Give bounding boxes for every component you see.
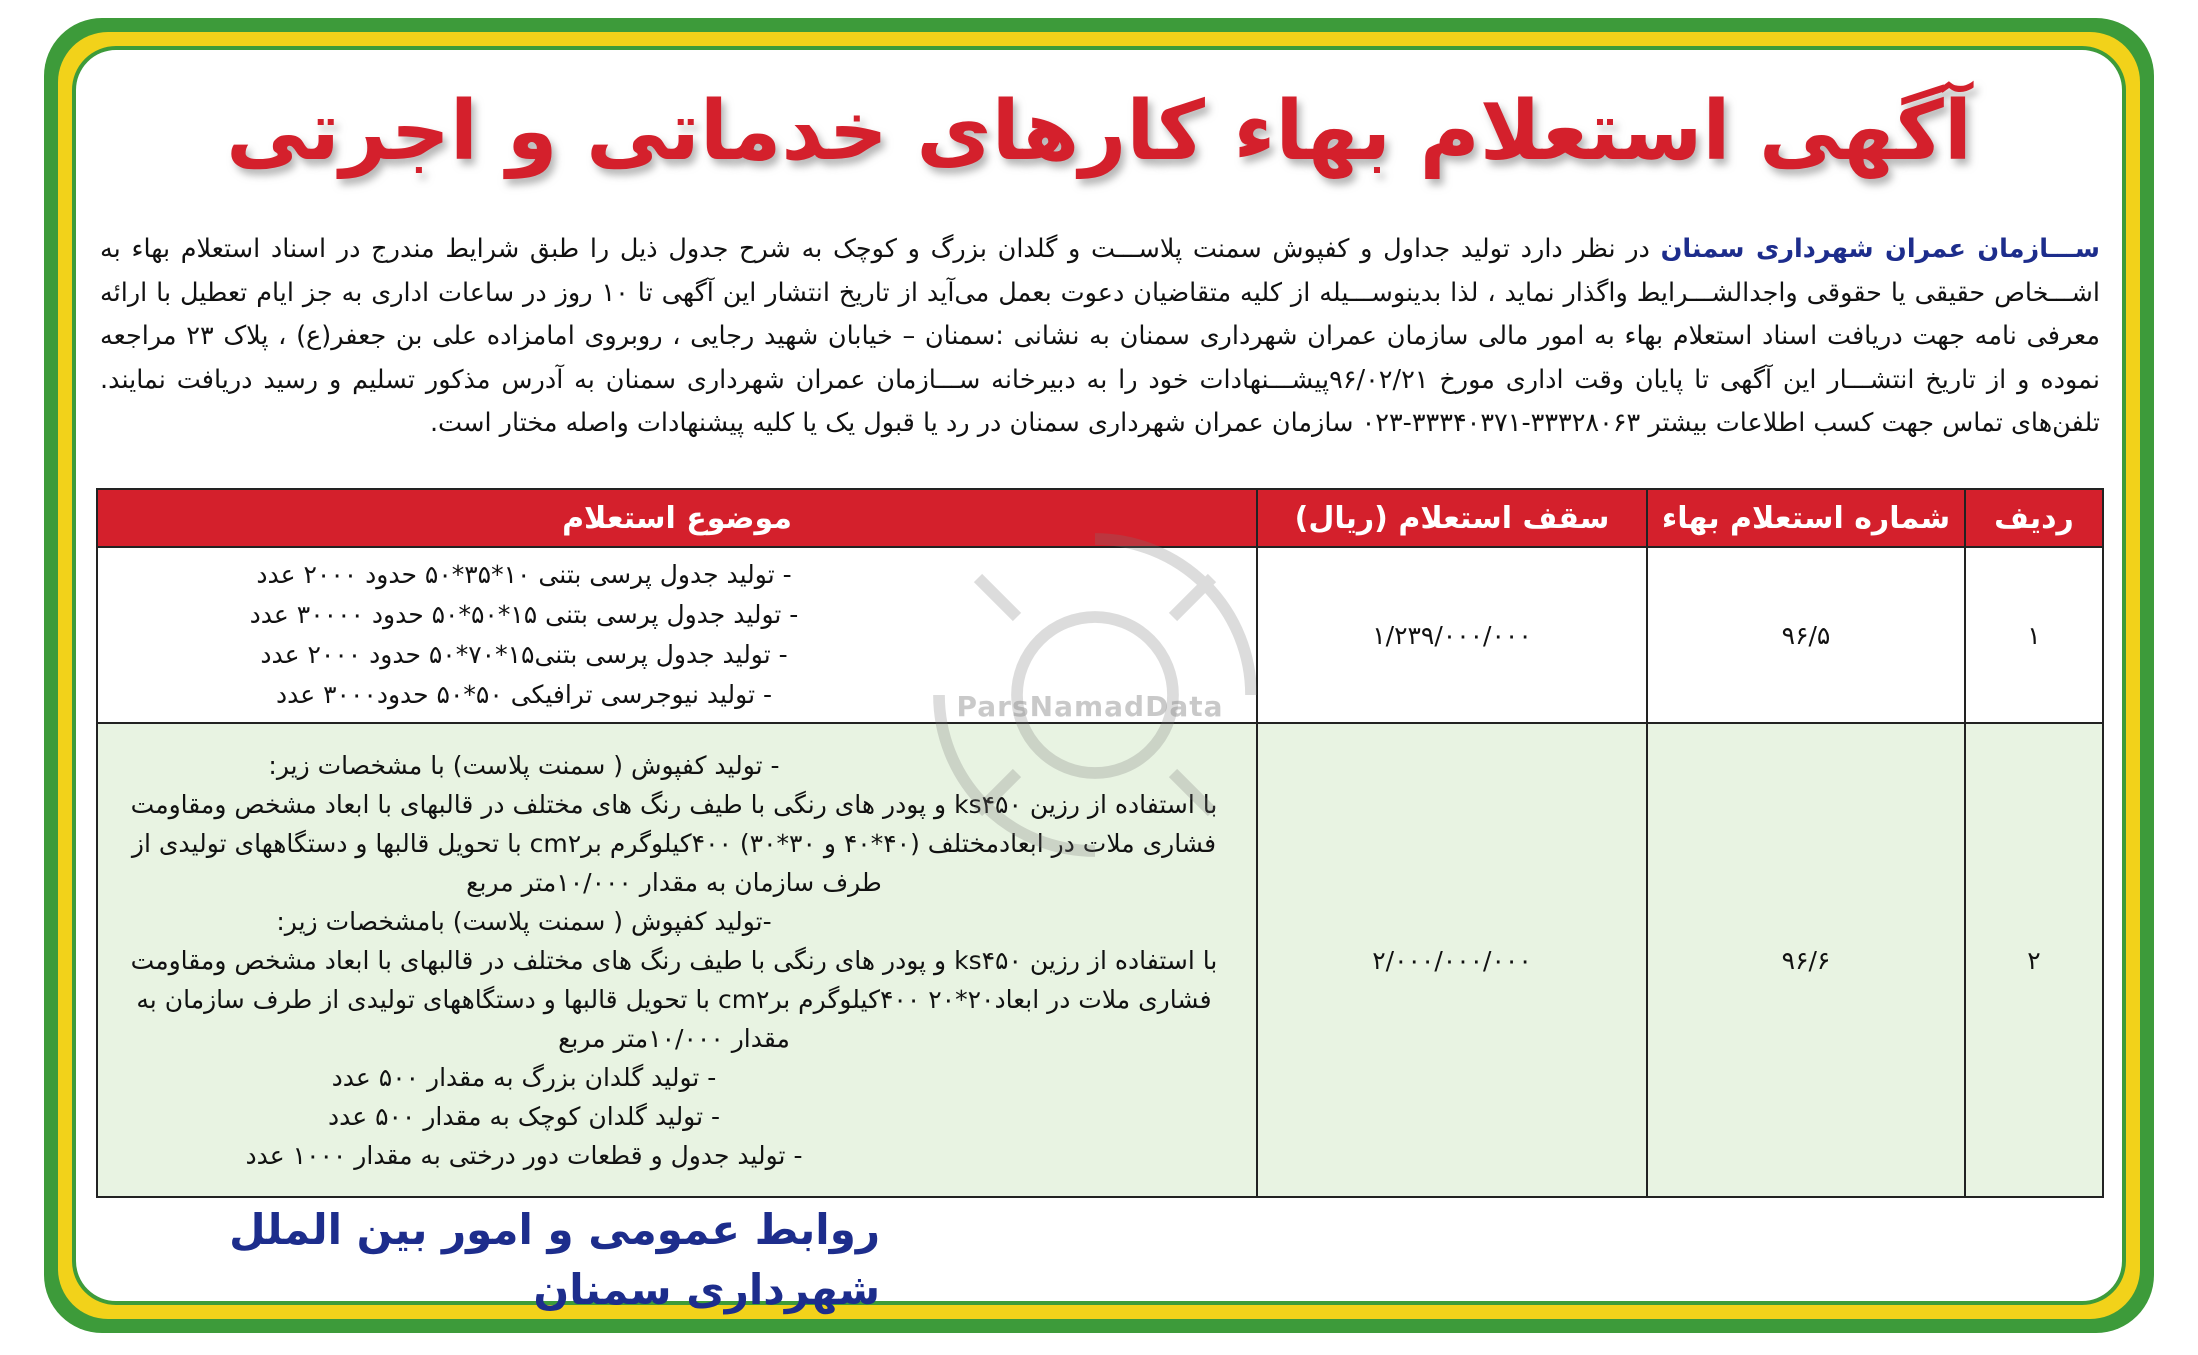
intro-text: در نظر دارد تولید جداول و کفپوش سمنت پلاســـت و گلدان بزرگ و کوچک به شرح جدول ذیل را طبق شرایط مندرج در اسناد استعلام بهاء به اشـــخاص حقیقی یا حقوقی واجدالشـــرایط واگذار نماید ، لذا بدینوســـیله از کلیه متقاضیان دعوت بعمل می‌آید از تاریخ انتشار این آگهی تا ۱۰ روز در ساعات اداری به جز ایام تعطیل با ارائه معرفی نامه جهت دریافت اسناد استعلام بهاء به امور مالی سازمان عمران شهرداری سمنان به نشانی :سمنان – خیابان شهید رجایی ، روبروی امامزاده علی بن جعفر(ع) ، پلاک ۲۳ مراجعه نموده و از تاریخ انتشـــار این آگهی تا پایان وقت اداری مورخ ۹۶/۰۲/۲۱پیشـــنهادات خود را به دبیرخانه ســـازمان عمران شهرداری سمنان به آدرس مذکور تسلیم و رسید دریافت نمایند. تلفن‌های تماس جهت کسب اطلاعات بیشتر ۳۳۳۲۸۰۶۳-۳۳۳۴۰۳۷۱-۰۲۳ سازمان عمران شهرداری سمنان در رد یا قبول یک یا کلیه پیشنهادات واصله مختار است. — [100, 234, 2101, 438]
subject-item: - تولید گلدان بزرگ به مقدار ۵۰۰ عدد — [331, 1062, 717, 1092]
subject-item: - تولید جدول پرسی بتنی۱۵*۷۰*۵۰ حدود ۲۰۰۰ عدد — [260, 640, 788, 669]
table-row — [97, 723, 2103, 1197]
subject-item: - تولید جدول پرسی بتنی ۱۵*۵۰*۵۰ حدود ۳۰۰۰۰ عدد — [249, 600, 799, 629]
subject-item: - تولید جدول و قطعات دور درختی به مقدار ۱۰۰۰ عدد — [245, 1140, 803, 1170]
row-number-cell: ۲ — [1965, 723, 2103, 1197]
subject-item: - تولید جدول پرسی بتنی ۱۰*۳۵*۵۰ حدود ۲۰۰۰ عدد — [256, 560, 792, 589]
inquiry-number-cell: ۹۶/۵ — [1647, 547, 1965, 723]
subject-item: با استفاده از رزین ks۴۵۰ و پودر های رنگی با طیف رنگ های مختلف در قالبهای با ابعاد مشخص ومقاومت فشاری ملات در ابعادمختلف (۴۰*۴۰ و ۳۰*۳۰) ۴۰۰کیلوگرم برcm۲ با تحویل قالبها و دستگاههای تولیدی از طرف سازمان به مقدار ۱۰/۰۰۰متر مربع — [130, 789, 1218, 897]
ceiling-cell: ۱/۲۳۹/۰۰۰/۰۰۰ — [1257, 547, 1647, 723]
page-title: آگهی استعلام بهاء کارهای خدماتی و اجرتی — [226, 84, 1972, 179]
table-header-row — [97, 489, 2103, 547]
inquiry-number-cell: ۹۶/۶ — [1647, 723, 1965, 1197]
organization-name: ســـازمان عمران شهرداری سمنان — [1660, 234, 2100, 264]
ceiling-cell: ۲/۰۰۰/۰۰۰/۰۰۰ — [1257, 723, 1647, 1197]
subject-item: با استفاده از رزین ks۴۵۰ و پودر های رنگی با طیف رنگ های مختلف در قالبهای با ابعاد مشخص ومقاومت فشاری ملات در ابعاد۲۰*۲۰ ۴۰۰کیلوگرم برcm۲ با تحویل قالبها و دستگاههای تولیدی از طرف سازمان به مقدار ۱۰/۰۰۰متر مربع — [130, 945, 1218, 1053]
intro-paragraph — [100, 228, 2100, 446]
subject-item: - تولید نیوجرسی ترافیکی ۵۰*۵۰ حدود۳۰۰۰ عدد — [275, 680, 773, 709]
header-inquiry-number: شماره استعلام بهاء — [1647, 489, 1965, 547]
subject-item: -تولید کفپوش ( سمنت پلاست) بامشخصات زیر: — [276, 906, 772, 936]
subject-cell — [97, 723, 1257, 1197]
subject-item: - تولید گلدان کوچک به مقدار ۵۰۰ عدد — [327, 1101, 721, 1131]
watermark-text: ParsNamadData — [956, 690, 1224, 723]
footer-signature: روابط عمومی و امور بین الملل شهرداری سمنان — [229, 1205, 880, 1314]
header-row-number: ردیف — [1965, 489, 2103, 547]
header-ceiling: سقف استعلام (ریال) — [1257, 489, 1647, 547]
row-number-cell: ۱ — [1965, 547, 2103, 723]
subject-item: - تولید کفپوش ( سمنت پلاست) با مشخصات زیر: — [268, 750, 780, 780]
header-subject: موضوع استعلام — [97, 489, 1257, 547]
inquiry-table — [96, 488, 2104, 1198]
